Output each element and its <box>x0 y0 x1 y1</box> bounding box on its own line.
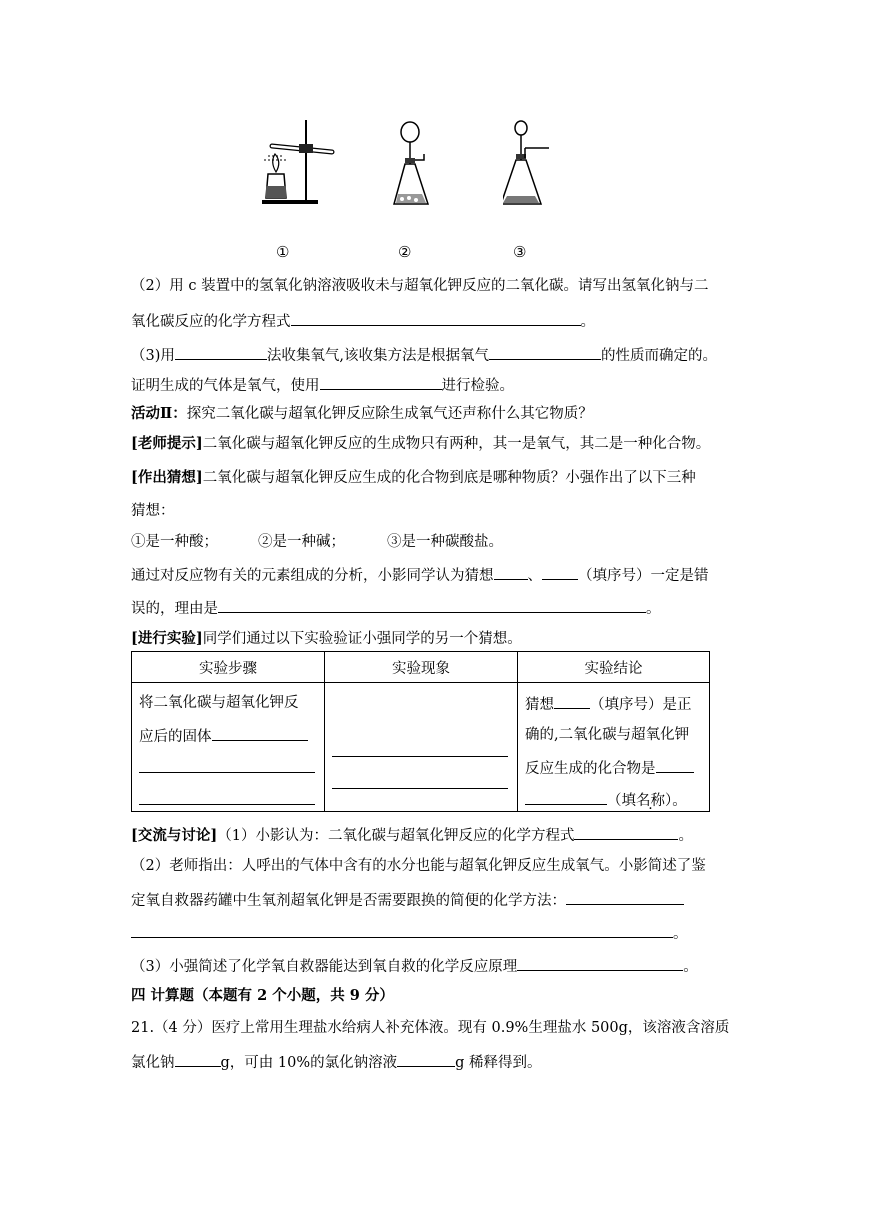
answer-blank[interactable] <box>212 725 308 741</box>
activity2-line: 活动Ⅱ：探究二氧化碳与超氧化钾反应除生成氧气还声称什么其它物质？ <box>131 405 593 422</box>
answer-blank[interactable] <box>320 374 442 390</box>
answer-blank[interactable] <box>517 955 683 971</box>
answer-blank[interactable] <box>175 1051 221 1067</box>
discussion-q2-line1: （2）老师指出：人呼出的气体中含有的水分也能与超氧化钾反应生成氧气。小影简述了鉴 <box>131 858 706 874</box>
answer-blank[interactable] <box>542 564 578 580</box>
apparatus-1-heating-image <box>254 116 338 206</box>
step-cell <box>132 683 325 812</box>
answer-blank[interactable] <box>139 789 315 805</box>
apparatus-3-flask-image <box>503 118 553 210</box>
table-header-cell: 实验结论 <box>518 652 710 683</box>
answer-blank[interactable] <box>566 889 684 905</box>
experiment-table <box>131 651 710 812</box>
step-blank-row <box>139 789 315 811</box>
discussion-q2-line2: 定氧自救器药罐中生氧剂超氧化钾是否需要跟换的简便的化学方法： <box>131 889 684 911</box>
guess-cont-line: 猜想： <box>131 503 175 519</box>
analysis-line2: 误的，理由是 。 <box>131 597 661 619</box>
table-row <box>132 683 710 812</box>
answer-blank[interactable] <box>131 922 673 938</box>
answer-blank[interactable] <box>397 1051 455 1067</box>
observation-cell <box>325 683 518 812</box>
discussion-q2-line3: 。 <box>131 922 688 944</box>
discussion-q3-line: （3）小强简述了化学氧自救器能达到氧自救的化学反应原理 。 <box>131 955 698 977</box>
answer-blank[interactable] <box>291 310 581 326</box>
conclusion-text-3: 反应生成的化合物是 <box>525 757 694 779</box>
teacher-hint-line: [老师提示]二氧化碳与超氧化钾反应的生成物只有两种，其一是氧气，其二是一种化合物。 <box>131 435 711 452</box>
guess-line: [作出猜想]二氧化碳与超氧化钾反应生成的化合物到底是哪种物质？小强作出了以下三种 <box>131 469 696 486</box>
step-blank-row <box>139 757 315 779</box>
section-4-title: 四 计算题（本题有 2 个小题，共 9 分） <box>131 987 394 1004</box>
answer-blank[interactable] <box>139 757 315 773</box>
table-header-row <box>132 652 710 683</box>
apparatus-label-2: ② <box>398 243 412 261</box>
q2-line2: 氧化碳反应的化学方程式 。 <box>131 310 595 332</box>
apparatus-2-flask-funnel-image <box>392 120 432 210</box>
q2-line1: （2）用 c 装置中的氢氧化钠溶液吸收未与超氧化钾反应的二氧化碳。请写出氢氧化钠与二 <box>131 278 709 294</box>
conclusion-text-4: （填名称）。 <box>525 789 687 811</box>
answer-blank[interactable] <box>494 564 528 580</box>
guess-options-line: ①是一种酸； ②是一种碱； ③是一种碳酸盐。 <box>131 534 503 550</box>
step-text-1: 将二氧化碳与超氧化钾反 <box>139 695 299 711</box>
apparatus-label-1: ① <box>276 243 290 261</box>
answer-blank[interactable] <box>525 789 607 805</box>
conclusion-text-2: 确的,二氧化碳与超氧化钾 <box>525 727 690 743</box>
answer-blank[interactable] <box>574 824 678 840</box>
table-header-cell: 实验步骤 <box>132 652 325 683</box>
answer-blank[interactable] <box>218 597 646 613</box>
conclusion-cell <box>518 683 710 812</box>
q3-line1: （3)用 法收集氧气,该收集方法是根据氧气 的性质而确定的。 <box>131 344 717 366</box>
q3-line2: 证明生成的气体是氧气，使用 进行检验。 <box>131 374 514 396</box>
emphasis-name: 名称 <box>636 793 665 809</box>
answer-blank[interactable] <box>175 344 267 360</box>
observation-blank-row <box>332 741 508 763</box>
apparatus-label-3: ③ <box>513 243 527 261</box>
q21-line2: 氯化钠 g，可由 10%的氯化钠溶液 g 稀释得到。 <box>131 1051 542 1073</box>
answer-blank[interactable] <box>332 741 508 757</box>
conclusion-text-1: 猜想 （填序号）是正 <box>525 693 692 715</box>
experiment-intro-line: [进行实验]同学们通过以下实验验证小强同学的另一个猜想。 <box>131 630 522 647</box>
discussion-q1-line: [交流与讨论]（1）小影认为：二氧化碳与超氧化钾反应的化学方程式 。 <box>131 824 693 846</box>
table-header-cell: 实验现象 <box>325 652 518 683</box>
observation-blank-row <box>332 773 508 795</box>
answer-blank[interactable] <box>489 344 601 360</box>
step-text-2: 应后的固体 <box>139 725 308 747</box>
analysis-line1: 通过对反应物有关的元素组成的分析，小影同学认为猜想 、 （填序号）一定是错 <box>131 564 709 586</box>
q21-line1: 21.（4 分）医疗上常用生理盐水给病人补充体液。现有 0.9%生理盐水 500g，该溶液含溶质 <box>131 1020 730 1036</box>
answer-blank[interactable] <box>332 773 508 789</box>
answer-blank[interactable] <box>554 693 590 709</box>
answer-blank[interactable] <box>656 757 694 773</box>
